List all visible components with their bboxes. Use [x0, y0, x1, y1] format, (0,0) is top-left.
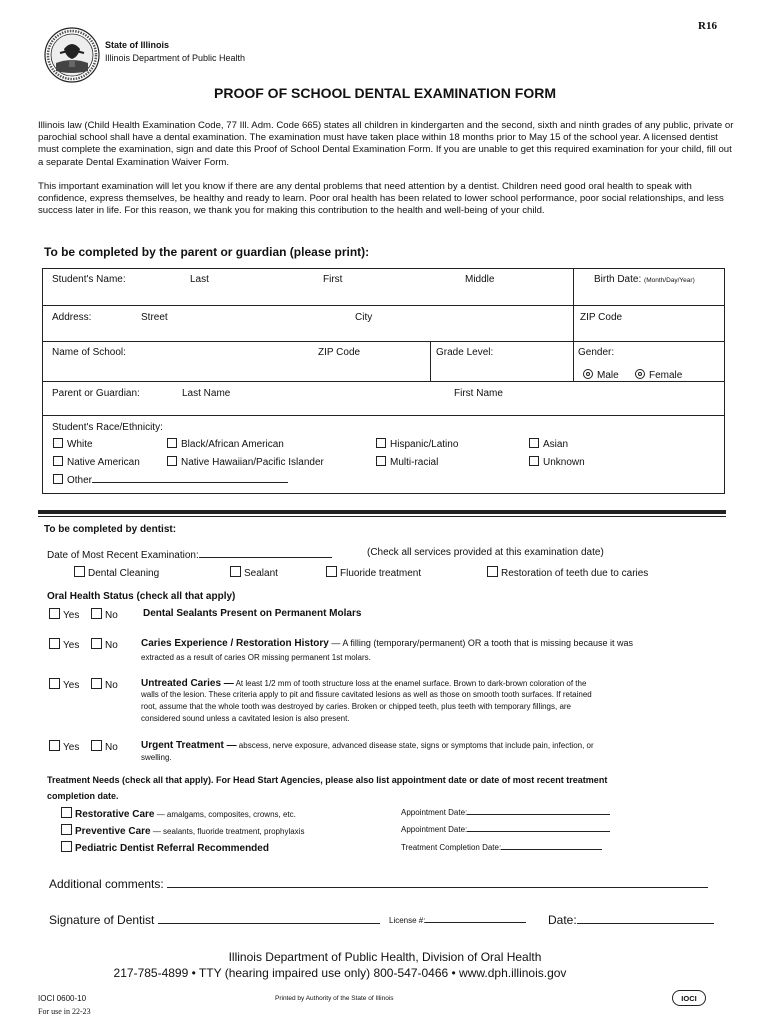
sealants-yes-option[interactable]: Yes	[49, 608, 79, 621]
race-hawaiian-option[interactable]: Native Hawaiian/Pacific Islander	[167, 456, 324, 468]
race-black-option[interactable]: Black/African American	[167, 438, 284, 450]
checkbox-icon	[61, 841, 72, 852]
parent-section-heading: To be completed by the parent or guardian (please print):	[44, 245, 370, 259]
race-other-option[interactable]: Other	[53, 474, 288, 486]
sealants-no-option[interactable]: No	[91, 608, 118, 621]
page-title: PROOF OF SCHOOL DENTAL EXAMINATION FORM	[214, 85, 556, 101]
check-services-note: (Check all services provided at this examination date)	[367, 547, 604, 558]
section-divider-thin	[38, 516, 726, 517]
checkbox-icon	[326, 566, 337, 577]
checkbox-icon	[49, 638, 60, 649]
checkbox-icon	[49, 608, 60, 619]
gender-male-option[interactable]: Male	[583, 369, 619, 381]
checkbox-icon	[91, 740, 102, 751]
race-other-input[interactable]	[92, 482, 288, 483]
race-unknown-option[interactable]: Unknown	[529, 456, 585, 468]
caries-description-2: extracted as a result of caries OR missing permanent 1st molars.	[141, 653, 371, 662]
race-asian-option[interactable]: Asian	[529, 438, 568, 450]
oral-health-heading: Oral Health Status (check all that apply)	[47, 591, 236, 602]
checkbox-icon	[91, 678, 102, 689]
illinois-state-seal-icon	[44, 27, 100, 83]
checkbox-icon	[53, 474, 63, 484]
department-name: Illinois Department of Public Health	[105, 53, 246, 63]
for-use-year: For use in 22-23	[38, 1007, 91, 1016]
address-label: Address:	[52, 312, 92, 323]
birth-date-field[interactable]	[594, 274, 695, 285]
caries-yes-option[interactable]: Yes	[49, 638, 79, 651]
caries-no-option[interactable]: No	[91, 638, 118, 651]
untreated-description-3: root, assume that the whole tooth was destroyed by caries. Broken or chipped teeth, plus teeth with temporary fillings, are	[141, 702, 572, 711]
guardian-last-name-field[interactable]: Last Name	[182, 388, 231, 399]
birth-date-label: Birth Date:	[594, 274, 642, 285]
form-code: R16	[698, 20, 717, 32]
urgent-yes-option[interactable]: Yes	[49, 740, 79, 753]
urgent-no-option[interactable]: No	[91, 740, 118, 753]
race-white-option[interactable]: White	[53, 438, 93, 450]
city-field[interactable]: City	[355, 312, 373, 323]
checkbox-icon	[487, 566, 498, 577]
intro-paragraph-1: Illinois law (Child Health Examination Code, 77 Ill. Adm. Code 665) states all children in kindergarten and the second, sixth and ninth grades of any public, private or parochial school shall have a dental examination. The examination must have taken place within 18 months prior to May 15 of the school year. A licensed dentist must complete the examination, sign and date this Proof of School Dental Examination Form. If you are unable to get this required examination for your child, fill out a separate Dental Examination Waiver Form.	[38, 120, 734, 168]
checkbox-icon	[376, 456, 386, 466]
grade-level-field[interactable]: Grade Level:	[436, 347, 494, 358]
untreated-no-option[interactable]: No	[91, 678, 118, 691]
checkbox-icon	[167, 438, 177, 448]
student-first-name-field[interactable]: First	[323, 274, 343, 285]
additional-comments-field[interactable]: Additional comments:	[49, 877, 708, 891]
untreated-description: Untreated Caries — At least 1/2 mm of tooth structure loss at the enamel surface. Brown to dark-brown coloration of the	[141, 678, 587, 689]
zip-code-field[interactable]: ZIP Code	[580, 312, 623, 323]
school-zip-field[interactable]: ZIP Code	[318, 347, 361, 358]
preventive-appointment-date-field[interactable]: Appointment Date:	[401, 825, 610, 834]
restorative-care-option[interactable]: Restorative Care — amalgams, composites, crowns, etc.	[61, 807, 296, 820]
treatment-completion-date-field[interactable]: Treatment Completion Date:	[401, 843, 602, 852]
section-divider	[38, 510, 726, 514]
restorative-appointment-date-field[interactable]: Appointment Date:	[401, 808, 610, 817]
exam-date-field[interactable]: Date of Most Recent Examination:	[47, 550, 332, 561]
untreated-yes-option[interactable]: Yes	[49, 678, 79, 691]
gender-female-option[interactable]: Female	[635, 369, 682, 381]
printed-by-authority: Printed by Authority of the State of Illinois	[275, 995, 394, 1002]
checkbox-icon	[49, 678, 60, 689]
birth-date-hint: (Month/Day/Year)	[644, 277, 695, 284]
race-multiracial-option[interactable]: Multi-racial	[376, 456, 438, 468]
checkbox-icon	[49, 740, 60, 751]
guardian-first-name-field[interactable]: First Name	[454, 388, 503, 399]
checkbox-icon	[61, 824, 72, 835]
caries-description: Caries Experience / Restoration History — A filling (temporary/permanent) OR a tooth that is missing because it was	[141, 638, 633, 649]
radio-button-icon[interactable]	[583, 369, 593, 379]
students-name-label: Student's Name:	[52, 274, 126, 285]
checkbox-icon	[61, 807, 72, 818]
intro-paragraph-2: This important examination will let you know if there are any dental problems that need attention by a dentist. Children need good oral health to speak with confidence, express themselves, be healthy and ready to learn. Poor oral health has been related to lower school performance, poor social relationships, and less success later in life. For this reason, we thank you for making this contribution to the health and well-being of your child.	[38, 181, 724, 217]
sealants-title: Dental Sealants Present on Permanent Molars	[143, 608, 362, 619]
checkbox-icon	[91, 638, 102, 649]
checkbox-icon	[91, 608, 102, 619]
urgent-description-2: swelling.	[141, 753, 172, 762]
service-cleaning-option[interactable]: Dental Cleaning	[74, 566, 159, 579]
race-ethnicity-label: Student's Race/Ethnicity:	[52, 422, 163, 433]
checkbox-icon	[529, 438, 539, 448]
race-hispanic-option[interactable]: Hispanic/Latino	[376, 438, 458, 450]
service-restoration-option[interactable]: Restoration of teeth due to caries	[487, 566, 648, 579]
footer-contact: 217-785-4899 • TTY (hearing impaired use only) 800-547-0466 • www.dph.illinois.gov	[113, 966, 567, 980]
street-field[interactable]: Street	[141, 312, 168, 323]
radio-button-icon[interactable]	[635, 369, 645, 379]
preventive-care-option[interactable]: Preventive Care — sealants, fluoride treatment, prophylaxis	[61, 824, 304, 837]
pediatric-referral-option[interactable]: Pediatric Dentist Referral Recommended	[61, 841, 269, 854]
dentist-section-heading: To be completed by dentist:	[44, 524, 177, 535]
treatment-needs-heading-2: completion date.	[47, 791, 119, 801]
gender-label: Gender:	[578, 347, 615, 358]
urgent-description: Urgent Treatment — abscess, nerve exposure, advanced disease state, signs or symptoms that include pain, infection, or	[141, 740, 594, 751]
checkbox-icon	[74, 566, 85, 577]
recycle-logo-icon: IOCI	[672, 990, 706, 1006]
dentist-signature-field[interactable]: Signature of Dentist	[49, 913, 380, 927]
license-number-field[interactable]: License #:	[389, 916, 526, 925]
checkbox-icon	[230, 566, 241, 577]
checkbox-icon	[529, 456, 539, 466]
parent-guardian-label: Parent or Guardian:	[52, 388, 140, 399]
treatment-needs-heading: Treatment Needs (check all that apply). For Head Start Agencies, please also list appointment date or date of most recent treatment	[47, 775, 608, 785]
student-last-name-field[interactable]: Last	[190, 274, 209, 285]
untreated-description-4: considered sound unless a cavitated lesion is also present.	[141, 714, 350, 723]
name-of-school-field[interactable]: Name of School:	[52, 347, 126, 358]
untreated-description-2: walls of the lesion. These criteria apply to pit and fissure cavitated lesions as well as those on smooth tooth surfaces. If retained	[141, 690, 592, 699]
checkbox-icon	[53, 456, 63, 466]
signature-date-field[interactable]: Date:	[548, 913, 714, 927]
service-sealant-option[interactable]: Sealant	[230, 566, 278, 579]
checkbox-icon	[376, 438, 386, 448]
checkbox-icon	[167, 456, 177, 466]
service-fluoride-option[interactable]: Fluoride treatment	[326, 566, 421, 579]
student-middle-name-field[interactable]: Middle	[465, 274, 495, 285]
form-number: IOCI 0600-10	[38, 994, 87, 1003]
state-name: State of Illinois	[105, 40, 170, 50]
checkbox-icon	[53, 438, 63, 448]
race-native-american-option[interactable]: Native American	[53, 456, 140, 468]
footer-division: Illinois Department of Public Health, Division of Oral Health	[228, 950, 542, 964]
